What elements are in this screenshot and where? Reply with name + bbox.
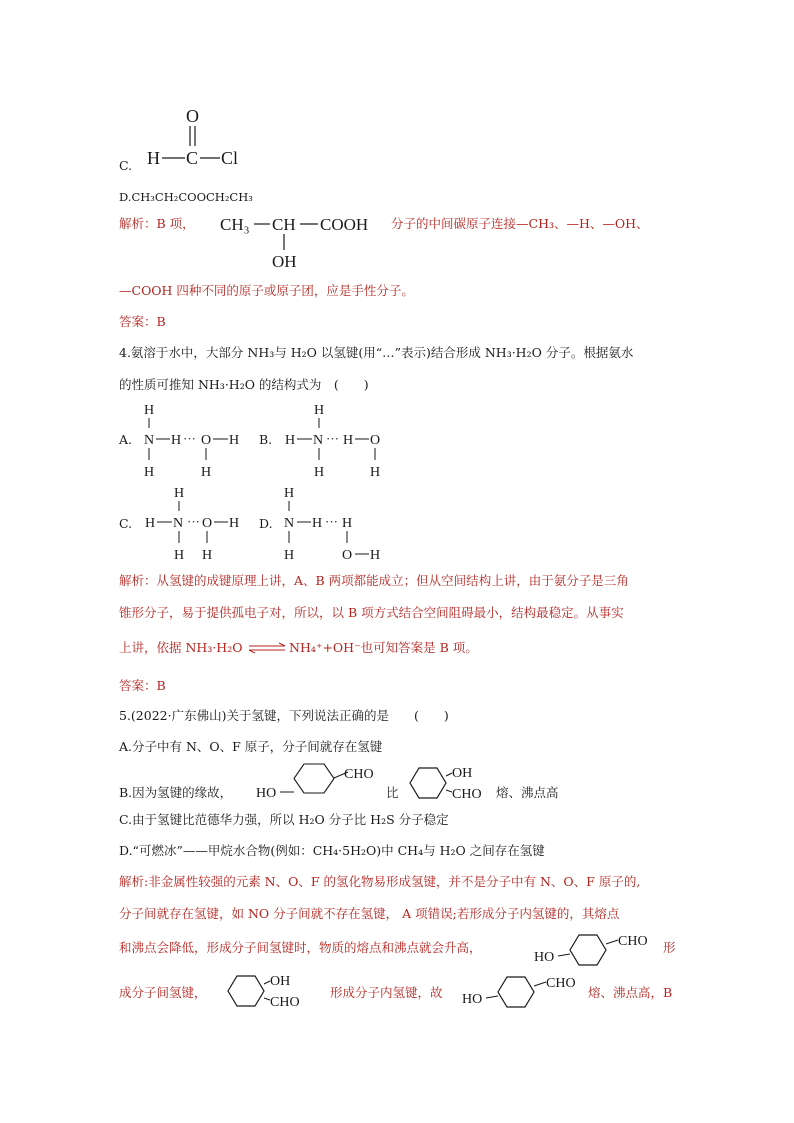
option-c-label: C. [119,158,133,173]
q5-option-b-suffix: 熔、沸点高 [496,785,559,800]
svg-text:HO: HO [534,950,555,965]
svg-text:H: H [145,516,156,531]
svg-text:H: H [314,465,325,480]
svg-text:H: H [171,433,182,448]
ortho-hydroxybenzaldehyde-structure [408,762,498,806]
svg-text:H: H [144,403,155,418]
q4-option-d-label: D. [259,516,273,531]
svg-text:Cl: Cl [221,148,239,168]
para-hydroxybenzaldehyde-structure-2 [534,930,664,968]
q4-stem-line1: 4.氨溶于水中，大部分 NH₃与 H₂O 以氢键(用“…”表示)结合形成 NH₃·H₂O 分子。根据氨水 [119,345,634,360]
q5-analysis-line2: 分子间就存在氢键，如 NO 分子间就不存在氢键， A 项错误;若形成分子内氢键的，其熔点 [119,906,620,921]
svg-text:H: H [370,548,381,563]
q3-analysis-line2: —COOH 四种不同的原子或原子团，应是手性分子。 [119,283,414,298]
svg-text:O: O [370,433,381,448]
svg-text:O: O [201,433,212,448]
svg-text:···: ··· [187,514,200,529]
svg-text:···: ··· [183,431,196,446]
q5-analysis-line1: 解析:非金属性较强的元素 N、O、F 的氢化物易形成氢键，并不是分子中有 N、O、F 原子的, [119,874,641,889]
svg-text:CH₃: CH₃ [220,215,250,234]
svg-text:H: H [229,516,240,531]
svg-text:OH: OH [452,766,473,781]
svg-text:H: H [370,465,381,480]
svg-text:H: H [144,465,155,480]
svg-text:CHO: CHO [270,995,300,1010]
svg-text:HO: HO [256,786,277,801]
svg-text:H: H [201,465,212,480]
svg-text:N: N [144,433,155,448]
q4-analysis-line2: 锥形分子，易于提供孤电子对，所以，以 B 项方式结合空间阻碍最小，结构最稳定。从事实 [119,605,624,620]
q5-stem: 5.(2022·广东佛山)关于氢键，下列说法正确的是 ( ) [119,708,449,723]
para-hydroxybenzaldehyde-structure-3 [462,972,592,1010]
svg-text:CHO: CHO [546,976,576,991]
para-hydroxybenzaldehyde-structure [256,762,386,804]
svg-text:O: O [202,516,213,531]
svg-text:N: N [284,516,295,531]
svg-text:N: N [173,516,184,531]
svg-text:COOH: COOH [320,215,369,234]
lactic-acid-structure [218,208,388,270]
svg-text:H: H [285,433,296,448]
svg-text:H: H [284,548,295,563]
q4-answer: 答案：B [119,678,166,693]
svg-text:H: H [284,486,295,501]
option-d: D.CH₃CH₂COOCH₂CH₃ [119,190,253,204]
q4-option-b-label: B. [259,432,273,447]
svg-text:H: H [229,433,240,448]
svg-text:O: O [342,548,353,563]
svg-text:O: O [186,106,199,126]
q5-option-b-than: 比 [386,785,399,800]
svg-text:CHO: CHO [344,767,374,782]
svg-text:C: C [186,148,199,168]
svg-text:···: ··· [326,431,339,446]
svg-text:CHO: CHO [452,787,482,802]
q4-stem-line2: 的性质可推知 NH₃·H₂O 的结构式为 ( ) [119,377,369,392]
q4-analysis-line1: 解析：从氢键的成键原理上讲，A、B 两项都能成立；但从空间结构上讲，由于氨分子是三角 [119,573,629,588]
q5-analysis-line4-a: 成分子间氢键， [119,985,207,1000]
q4-option-b-structure [283,398,398,480]
svg-text:H: H [342,516,353,531]
q3-analysis-mid: 分子的中间碳原子连接—CH₃、—H、—OH、 [391,216,649,231]
q4-analysis-line3-a: 上讲，依据 NH₃·H₂O [119,640,243,655]
svg-text:CHO: CHO [618,934,648,949]
q4-option-d-structure [280,481,395,563]
ortho-hydroxybenzaldehyde-structure-2 [226,970,326,1014]
q5-option-c: C.由于氢键比范德华力强，所以 H₂O 分子比 H₂S 分子稳定 [119,812,449,827]
q4-option-c-label: C. [119,516,133,531]
svg-text:OH: OH [272,252,297,271]
q5-analysis-line4-c: 熔、沸点高，B [588,985,673,1000]
svg-text:H: H [314,403,325,418]
svg-text:···: ··· [325,514,338,529]
svg-text:OH: OH [270,974,291,989]
svg-text:H: H [147,148,160,168]
q5-analysis-line4-b: 形成分子内氢键，故 [330,985,443,1000]
q4-option-a-label: A. [119,432,133,447]
svg-text:N: N [313,433,324,448]
svg-text:CH: CH [272,215,296,234]
svg-text:HO: HO [462,992,483,1007]
q5-analysis-line3-b: 形 [663,940,676,955]
q3-analysis-prefix: 解析：B 项， [119,216,195,231]
q3-answer: 答案：B [119,314,166,329]
equilibrium-arrow-icon [247,642,289,656]
acyl-chloride-structure [140,102,250,172]
q4-option-c-structure [143,481,258,563]
q5-analysis-line3-a: 和沸点会降低，形成分子间氢键时，物质的熔点和沸点就会升高， [119,940,482,955]
q4-option-a-structure [138,398,253,480]
q5-option-b-prefix: B.因为氢键的缘故， [119,785,233,800]
svg-text:H: H [312,516,323,531]
svg-text:H: H [174,486,185,501]
svg-text:H: H [343,433,354,448]
svg-text:H: H [174,548,185,563]
q4-analysis-line3-b: NH₄⁺+OH⁻也可知答案是 B 项。 [289,640,478,655]
q5-option-a: A.分子中有 N、O、F 原子，分子间就存在氢键 [119,739,383,754]
svg-text:H: H [202,548,213,563]
q5-option-d: D.“可燃冰”——甲烷水合物(例如：CH₄·5H₂O)中 CH₄与 H₂O 之间存在氢键 [119,843,545,858]
